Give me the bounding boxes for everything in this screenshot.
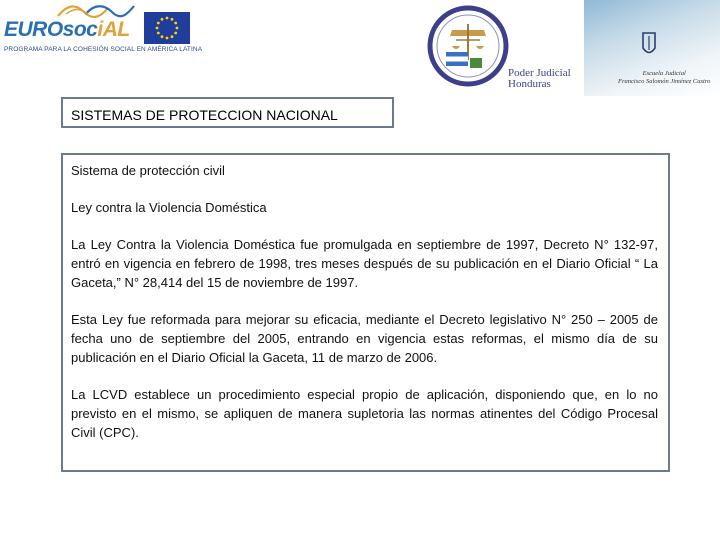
content-box [61,153,670,472]
emblem-icon [642,32,656,58]
escuela-judicial-banner [584,0,720,96]
title-box [61,97,394,128]
escuela-judicial-signature: Escuela Judicial Francisco Salomón Jiménez Castro [618,70,711,85]
section-heading: Sistema de protección civil [71,163,225,178]
eurosocial-wordmark: EUROsociAL [4,18,130,41]
paragraph: Esta Ley fue reformada para mejorar su eficacia, mediante el Decreto legislativo N° 250 – 2005 de fecha uno de septiembre del 2005, entrando en vigencia estas reformas, el mismo día de su publicación en el Diario Oficial la Gaceta, 11 de marzo de 2006. [71,312,658,365]
paragraph: La Ley Contra la Violencia Doméstica fue promulgada en septiembre de 1997, Decreto N° 132-97, entró en vigencia en febrero de 1998, tres meses después de su publicación en el Diario Oficial “ La Gaceta,” N° 28,414 del 15 de noviembre de 1997. [71,237,658,290]
page-title: SISTEMAS DE PROTECCION NACIONAL [71,107,338,123]
eurosocial-logo [4,2,203,56]
section-subheading: Ley contra la Violencia Doméstica [71,200,267,215]
paragraph: La LCVD establece un procedimiento especial propio de aplicación, disponiendo que, en lo no previsto en el mismo, se apliquen de manera supletoria las normas atinentes del Código Procesal Civil (CPC). [71,387,658,440]
eu-flag-icon [144,12,190,44]
poder-judicial-label: Poder Judicial Honduras [508,67,571,90]
poder-judicial-seal-icon [426,0,510,96]
eurosocial-tagline: PROGRAMA PARA LA COHESIÓN SOCIAL EN AMÉRICA LATINA [4,46,203,53]
